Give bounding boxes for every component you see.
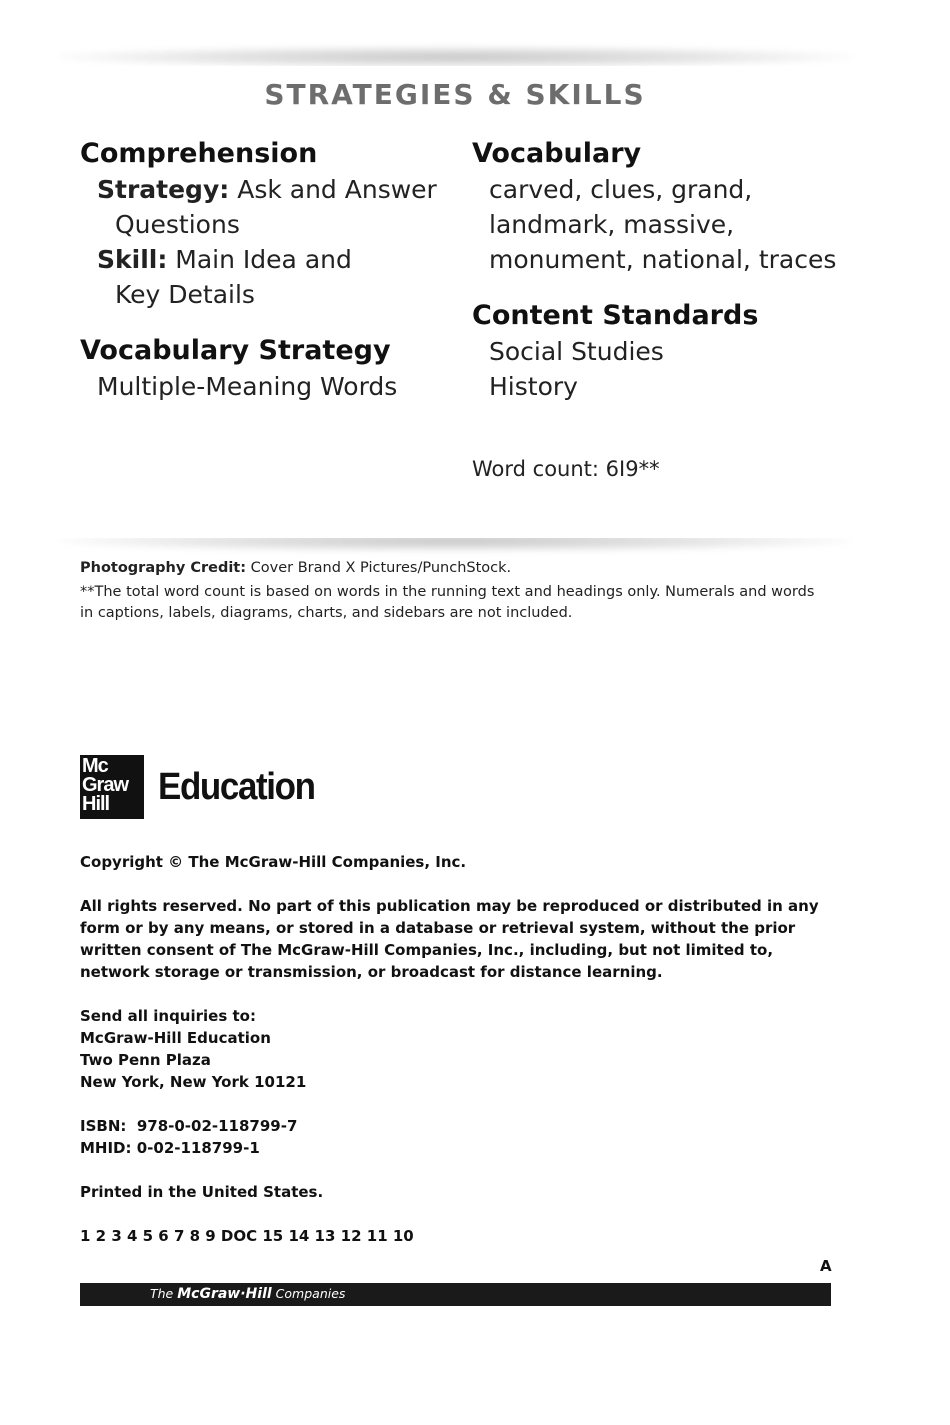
word-count-note: **The total word count is based on words in the running text and headings only. Numerals and words in captions, labels, diagrams, charts, and sidebars are not included. <box>80 584 815 621</box>
footer-the: The <box>150 1286 174 1301</box>
print-line: 1 2 3 4 5 6 7 8 9 DOC 15 14 13 12 11 10 <box>80 1227 414 1245</box>
left-column <box>80 136 460 404</box>
strategy-line <box>80 172 460 207</box>
mhid: MHID: 0-02-118799-1 <box>80 1139 260 1157</box>
footer-companies: Companies <box>275 1286 346 1301</box>
content-standards-subject: Social Studies <box>489 337 664 366</box>
word-count: Word count: 6I9** <box>472 457 660 481</box>
top-shadow-rule <box>60 46 850 68</box>
vocabulary-strategy-heading: Vocabulary Strategy <box>80 335 391 366</box>
skill-line <box>80 242 460 277</box>
mcgraw-hill-logo-box <box>80 755 144 819</box>
strategy-text-continued: Questions <box>115 210 240 239</box>
identifiers <box>80 1115 830 1159</box>
credits-block <box>80 558 830 624</box>
comprehension-heading: Comprehension <box>80 138 318 169</box>
logo-box-line: Graw <box>82 774 129 796</box>
printed-in: Printed in the United States. <box>80 1183 324 1201</box>
vocabulary-heading: Vocabulary <box>472 138 642 169</box>
photo-credit <box>80 558 830 579</box>
vocabulary-strategy-item: Multiple-Meaning Words <box>97 372 398 401</box>
vocabulary-words-line: landmark, massive, <box>489 210 735 239</box>
strategy-label: Strategy: <box>97 175 230 204</box>
legal-block <box>80 851 830 1247</box>
address-line: Two Penn Plaza <box>80 1051 211 1069</box>
photo-credit-label: Photography Credit: <box>80 560 247 576</box>
logo-box-line: Mc <box>82 755 108 777</box>
logo-box-line: Hill <box>82 793 110 815</box>
photo-credit-text: Cover Brand X Pictures/PunchStock. <box>250 560 512 576</box>
page-letter: A <box>820 1257 832 1275</box>
strategies-skills-title: STRATEGIES & SKILLS <box>264 78 646 111</box>
inquiries-address <box>80 1005 830 1093</box>
vocabulary-words-line: carved, clues, grand, <box>489 175 753 204</box>
footer-brand-name: McGraw·Hill <box>177 1286 272 1302</box>
strategy-text: Ask and Answer <box>237 175 437 204</box>
mcgraw-hill-education-logo <box>80 755 328 819</box>
inquiries-label: Send all inquiries to: <box>80 1007 256 1025</box>
logo-education-word: Education <box>158 765 315 808</box>
address-line: New York, New York 10121 <box>80 1073 307 1091</box>
footer-brand <box>150 1286 345 1302</box>
right-column <box>472 136 872 404</box>
skill-label: Skill: <box>97 245 168 274</box>
bottom-shadow-mask <box>0 520 950 538</box>
vocabulary-words-line: monument, national, traces <box>489 245 837 274</box>
isbn: ISBN: 978-0-02-118799-7 <box>80 1117 298 1135</box>
skill-text-continued: Key Details <box>115 280 255 309</box>
skill-text: Main Idea and <box>175 245 352 274</box>
address-line: McGraw-Hill Education <box>80 1029 271 1047</box>
footer-bar <box>80 1283 831 1306</box>
copyright-line: Copyright © The McGraw-Hill Companies, Inc. <box>80 853 467 871</box>
content-standards-topic: History <box>489 372 578 401</box>
rights-statement: All rights reserved. No part of this publication may be reproduced or distributed in any form or by any means, or stored in a database or retrieval system, without the prior written consent of The McGraw-Hill Companies, Inc., including, but not limited to, network storage or transmission, or broadcast for distance learning. <box>80 897 819 981</box>
content-standards-heading: Content Standards <box>472 300 759 331</box>
